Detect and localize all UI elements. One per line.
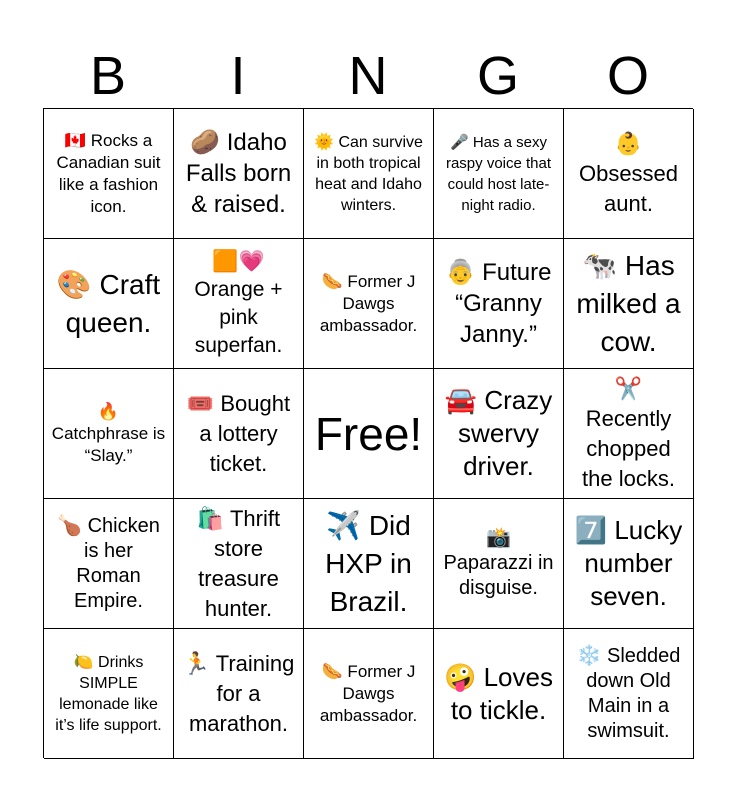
cell-text: Free!: [314, 407, 423, 460]
cell-text: 🏃 Training for a marathon.: [182, 650, 295, 736]
cell-text: 🔥 Catchphrase is “Slay.”: [51, 401, 166, 465]
bingo-cell-o3[interactable]: [564, 369, 694, 499]
header-letter-i: I: [230, 46, 246, 106]
bingo-cell-i3[interactable]: [174, 369, 304, 499]
bingo-cell-g4[interactable]: [434, 499, 564, 629]
bingo-cell-g5[interactable]: [434, 629, 564, 759]
header-letter-b: B: [89, 46, 127, 106]
bingo-cell-g3[interactable]: [434, 369, 564, 499]
cell-text: 🤪 Loves to tickle.: [444, 661, 553, 725]
cell-text: ❄️ Sledded down Old Main in a swimsuit.: [576, 644, 681, 742]
cell-text: 🌞 Can survive in both tropical heat and Idaho winters.: [314, 133, 423, 214]
bingo-cell-free[interactable]: [304, 369, 434, 499]
cell-text: 🐄 Has milked a cow.: [576, 249, 681, 357]
header-letter-g: G: [476, 46, 519, 106]
cell-text: 👵 Future “Granny Janny.”: [445, 259, 552, 348]
cell-text: ✂️ Recently chopped the locks.: [582, 375, 675, 491]
cell-text: 🎤 Has a sexy raspy voice that could host late-night radio.: [445, 133, 552, 214]
cell-text: 🚘 Crazy swervy driver.: [444, 385, 553, 481]
bingo-cell-n4[interactable]: [304, 499, 434, 629]
bingo-cell-o1[interactable]: [564, 109, 694, 239]
bingo-cell-b5[interactable]: [44, 629, 174, 759]
bingo-cell-n2[interactable]: [304, 239, 434, 369]
bingo-cell-b4[interactable]: [44, 499, 174, 629]
bingo-cell-g2[interactable]: [434, 239, 564, 369]
cell-text: 🇨🇦 Rocks a Canadian suit like a fashion icon.: [56, 130, 161, 216]
bingo-board: [43, 108, 693, 758]
bingo-cell-n1[interactable]: [304, 109, 434, 239]
cell-text: 👶 Obsessed aunt.: [578, 130, 679, 216]
cell-text: 🎨 Craft queen.: [56, 268, 161, 338]
cell-text: 🟧💗 Orange + pink superfan.: [194, 249, 283, 357]
bingo-cell-i5[interactable]: [174, 629, 304, 759]
bingo-cell-n5[interactable]: [304, 629, 434, 759]
header-letter-n: N: [348, 46, 388, 106]
bingo-cell-b3[interactable]: [44, 369, 174, 499]
bingo-cell-i4[interactable]: [174, 499, 304, 629]
cell-text: 7️⃣ Lucky number seven.: [574, 515, 683, 611]
bingo-cell-b2[interactable]: [44, 239, 174, 369]
cell-text: ✈️ Did HXP in Brazil.: [325, 509, 412, 617]
cell-text: 🛍️ Thrift store treasure hunter.: [196, 505, 281, 621]
bingo-cell-b1[interactable]: [44, 109, 174, 239]
cell-text: 🎟️ Bought a lottery ticket.: [186, 390, 291, 476]
bingo-header: [43, 44, 693, 108]
cell-text: 🍗 Chicken is her Roman Empire.: [57, 514, 160, 612]
cell-text: 📸 Paparazzi in disguise.: [443, 527, 554, 599]
bingo-cell-i1[interactable]: [174, 109, 304, 239]
bingo-cell-o2[interactable]: [564, 239, 694, 369]
cell-text: 🥔 Idaho Falls born & raised.: [185, 129, 292, 218]
bingo-cell-g1[interactable]: [434, 109, 564, 239]
bingo-cell-o4[interactable]: [564, 499, 694, 629]
cell-text: 🌭 Former J Dawgs ambassador.: [319, 271, 418, 335]
bingo-cell-o5[interactable]: [564, 629, 694, 759]
bingo-cell-i2[interactable]: [174, 239, 304, 369]
cell-text: 🌭 Former J Dawgs ambassador.: [319, 661, 418, 725]
cell-text: 🍋 Drinks SIMPLE lemonade like it’s life support.: [55, 653, 162, 734]
header-letter-o: O: [606, 46, 649, 106]
